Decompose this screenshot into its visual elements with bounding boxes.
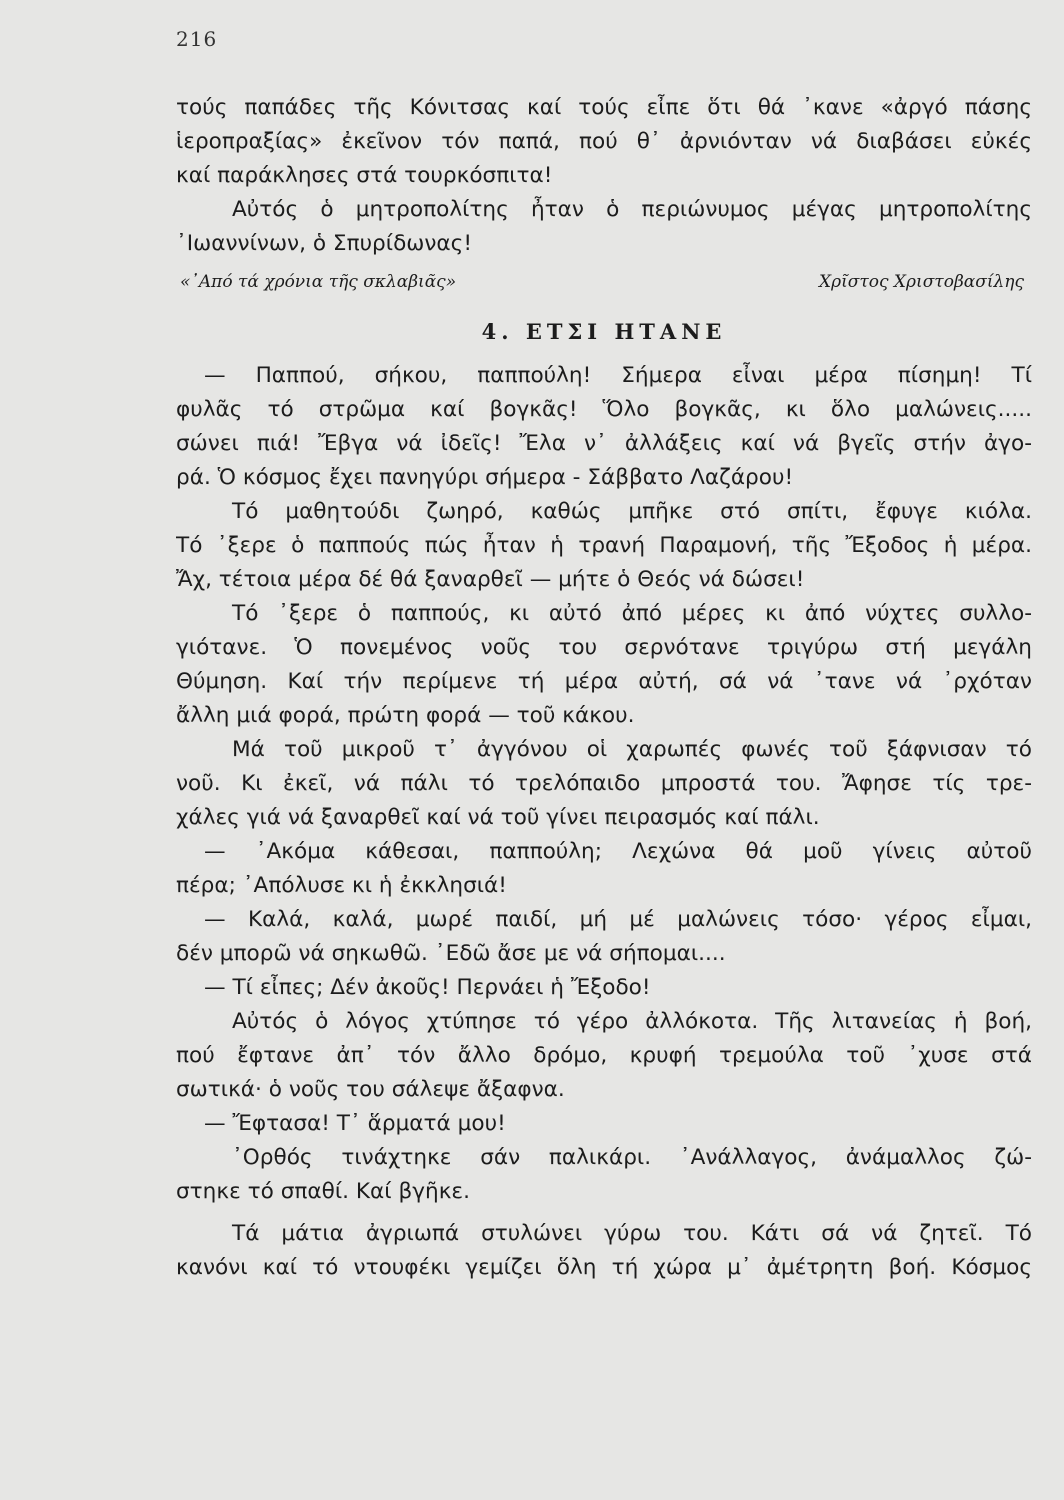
text-line: ᾿Ορθός τινάχτηκε σάν παλικάρι. ᾿Ανάλλαγος, ἀνάμαλλος ζώ- [232, 1145, 1032, 1170]
text-line: σωτικά· ὁ νοῦς του σάλεψε ἄξαφνα. [176, 1077, 565, 1102]
text-line: πέρα; ᾿Απόλυσε κι ἡ ἐκκλησιά! [176, 873, 507, 898]
text-line: τούς παπάδες τῆς Κόνιτσας καί τούς εἶπε ὅτι θά ᾿κανε «ἀργό πάσης [176, 95, 1032, 120]
text-line: Τά μάτια ἀγριωπά στυλώνει γύρω του. Κάτι σά νά ζητεῖ. Τό [232, 1221, 1032, 1246]
text-line: δέν μπορῶ νά σηκωθῶ. ᾿Εδῶ ἄσε με νά σήπομαι.... [176, 941, 726, 966]
text-line: γιότανε. Ὁ πονεμένος νοῦς του σερνότανε τριγύρω στή μεγάλη [176, 635, 1032, 660]
text-line: ἄλλη μιά φορά, πρώτη φορά — τοῦ κάκου. [176, 703, 635, 728]
text-line: Τό μαθητούδι ζωηρό, καθώς μπῆκε στό σπίτι, ἔφυγε κιόλα. [232, 499, 1032, 524]
text-line: στηκε τό σπαθί. Καί βγῆκε. [176, 1179, 470, 1204]
text-line: πού ἔφτανε ἀπ᾿ τόν ἄλλο δρόμο, κρυφή τρεμούλα τοῦ ᾿χυσε στά [176, 1043, 1032, 1068]
text-line: σώνει πιά! Ἔβγα νά ἰδεῖς! Ἔλα ν᾿ ἀλλάξεις καί νά βγεῖς στήν ἀγο- [176, 431, 1032, 456]
text-block [176, 91, 1032, 1285]
source-citation [176, 265, 1032, 299]
text-line: καί παράκλησες στά τουρκόσπιτα! [176, 163, 553, 188]
text-line: — Τί εἶπες; Δέν ἀκοῦς! Περνάει ἡ Ἔξοδο! [204, 975, 651, 1000]
source-title: «᾿Από τά χρόνια τῆς σκλαβιᾶς» [180, 272, 457, 292]
text-line: Θύμηση. Καί τήν περίμενε τή μέρα αὐτή, σά νά ᾿τανε νά ᾿ρχόταν [176, 669, 1032, 694]
source-author: Χρῖστος Χριστοβασίλης [819, 272, 1024, 292]
text-line: Αὐτός ὁ λόγος χτύπησε τό γέρο ἀλλόκοτα. Τῆς λιτανείας ἡ βοή, [232, 1009, 1032, 1034]
text-line: Τό ᾿ξερε ὁ παππούς πώς ἦταν ἡ τρανή Παραμονή, τῆς Ἔξοδος ἡ μέρα. [176, 533, 1032, 558]
text-line: ρά. Ὁ κόσμος ἔχει πανηγύρι σήμερα - Σάββατο Λαζάρου! [176, 465, 794, 490]
text-line: — Καλά, καλά, μωρέ παιδί, μή μέ μαλώνεις τόσο· γέρος εἶμαι, [204, 907, 1032, 932]
text-line: — ᾿Ακόμα κάθεσαι, παππούλη; Λεχώνα θά μοῦ γίνεις αὐτοῦ [204, 839, 1032, 864]
text-line: κανόνι καί τό ντουφέκι γεμίζει ὅλη τή χώρα μ᾿ ἀμέτρητη βοή. Κόσμος [176, 1255, 1032, 1280]
page-number: 216 [176, 27, 218, 51]
text-line: ᾿Ιωαννίνων, ὁ Σπυρίδωνας! [176, 231, 472, 256]
text-line: νοῦ. Κι ἐκεῖ, νά πάλι τό τρελόπαιδο μπροστά του. Ἄφησε τίς τρε- [176, 771, 1032, 796]
text-line: — Ἔφτασα! Τ᾿ ἅρματά μου! [204, 1111, 506, 1136]
text-line: φυλᾶς τό στρῶμα καί βογκᾶς! Ὅλο βογκᾶς, κι ὅλο μαλώνεις..... [176, 397, 1032, 422]
text-line: Ἄχ, τέτοια μέρα δέ θά ξαναρθεῖ — μήτε ὁ Θεός νά δώσει! [176, 567, 805, 592]
text-line: Αὐτός ὁ μητροπολίτης ἦταν ὁ περιώνυμος μέγας μητροπολίτης [232, 197, 1032, 222]
text-line: — Παππού, σήκου, παππούλη! Σήμερα εἶναι μέρα πίσημη! Τί [204, 363, 1032, 388]
text-line: ἱεροπραξίας» ἐκεῖνον τόν παπά, πού θ᾿ ἀρνιόνταν νά διαβάσει εὐκές [176, 129, 1032, 154]
text-line: χάλες γιά νά ξαναρθεῖ καί νά τοῦ γίνει πειρασμός καί πάλι. [176, 805, 820, 830]
text-line: Τό ᾿ξερε ὁ παππούς, κι αὐτό ἀπό μέρες κι ἀπό νύχτες συλλο- [232, 601, 1032, 626]
section-heading: 4. ΕΤΣΙ ΗΤΑΝΕ [481, 319, 727, 344]
text-line: Μά τοῦ μικροῦ τ᾿ ἀγγόνου οἱ χαρωπές φωνές τοῦ ξάφνισαν τό [232, 737, 1032, 762]
